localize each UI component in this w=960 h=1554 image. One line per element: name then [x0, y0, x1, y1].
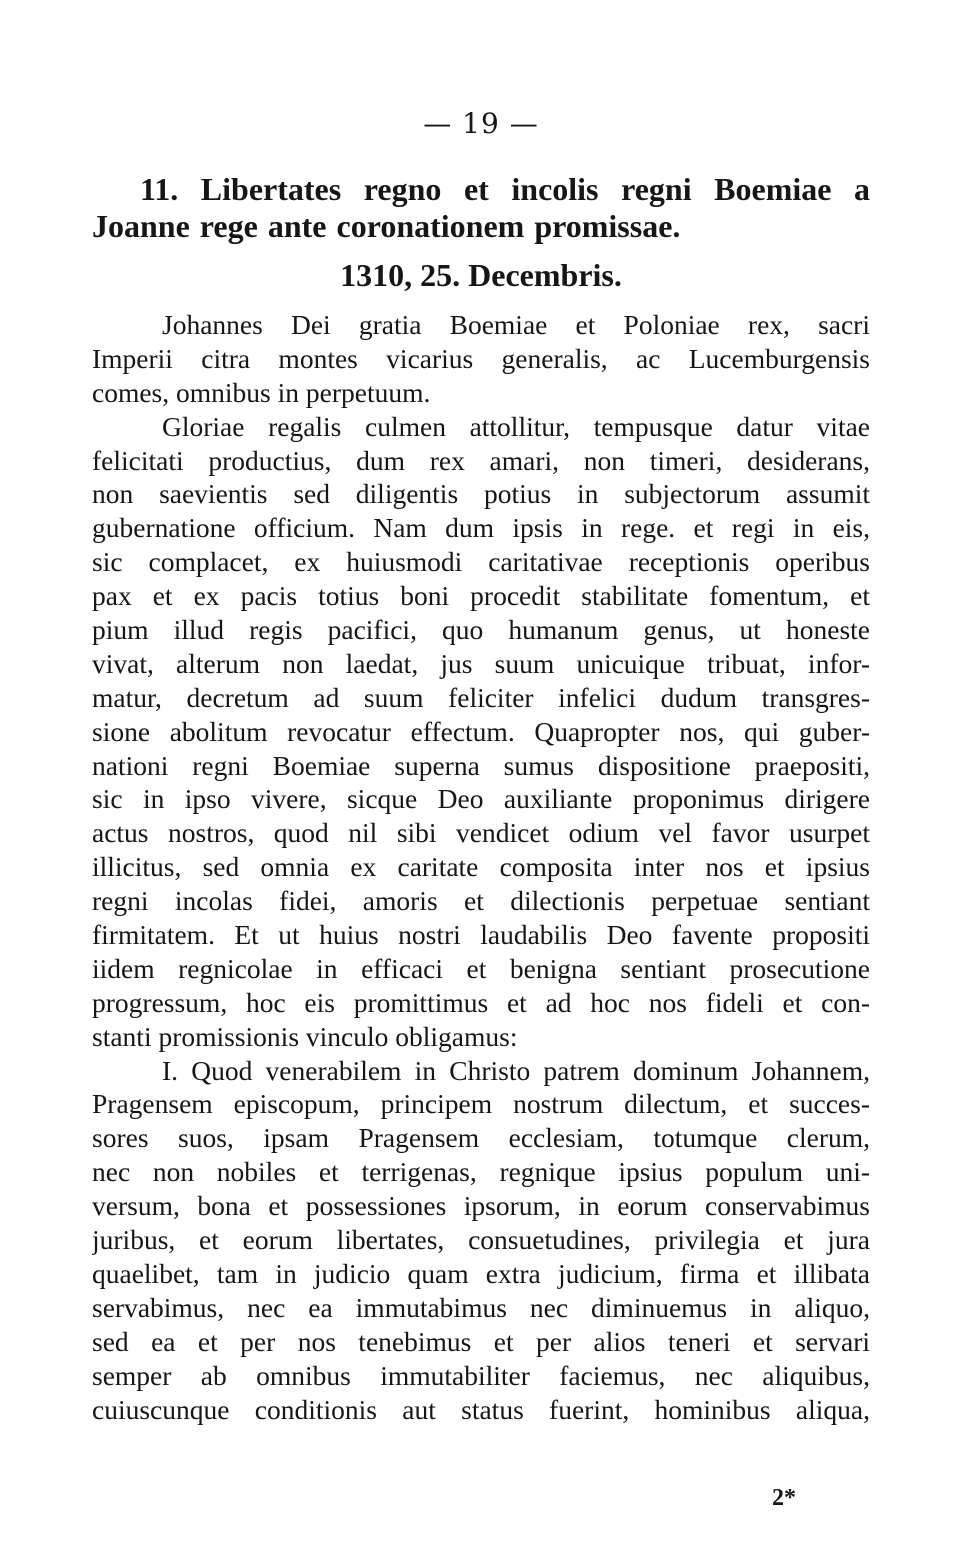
body-line: sic complacet, ex huiusmodi caritativae receptionis operibus [92, 546, 870, 578]
heading-line-1: 11. Libertates regno et incolis regni Boemiae a [140, 171, 870, 207]
body-line: illicitus, sed omnia ex caritate composita inter nos et ipsius [92, 851, 870, 883]
body-line: Imperii citra montes vicarius generalis, ac Lucemburgensis [92, 342, 870, 374]
body-line: sed ea et per nos tenebimus et per alios teneri et servari [92, 1325, 870, 1357]
body-line: cuiuscunque conditionis aut status fuerint, hominibus aliqua, [92, 1393, 870, 1425]
body-line: servabimus, nec ea immutabimus nec diminuemus in aliquo, [92, 1291, 870, 1323]
body-line: quaelibet, tam in judicio quam extra judicium, firma et illibata [92, 1257, 870, 1289]
body-line: Johannes Dei gratia Boemiae et Poloniae rex, sacri [162, 309, 870, 340]
body-line: regni incolas fidei, amoris et dilectionis perpetuae sentiant [92, 885, 870, 917]
body-line: versum, bona et possessiones ipsorum, in eorum conservabimus [92, 1190, 870, 1222]
body-line: felicitati productius, dum rex amari, non timeri, desiderans, [92, 444, 870, 476]
body-line: semper ab omnibus immutabiliter faciemus, nec aliquibus, [92, 1359, 870, 1391]
document-page [92, 0, 870, 1554]
body-line: sores suos, ipsam Pragensem ecclesiam, totumque clerum, [92, 1122, 870, 1154]
body-text [92, 308, 870, 1426]
body-line: firmitatem. Et ut huius nostri laudabilis Deo favente propositi [92, 919, 870, 951]
document-heading [92, 171, 870, 245]
body-line: I. Quod venerabilem in Christo patrem dominum Johannem, [162, 1054, 870, 1086]
body-line: nationi regni Boemiae superna sumus dispositione praepositi, [92, 749, 870, 781]
body-line: juribus, et eorum libertates, consuetudines, privilegia et jura [92, 1224, 870, 1256]
body-line: actus nostros, quod nil sibi vendicet odium vel favor usurpet [92, 817, 870, 849]
body-line: nec non nobiles et terrigenas, regnique ipsius populum uni- [92, 1156, 870, 1188]
body-line: pax et ex pacis totius boni procedit stabilitate fomentum, et [92, 580, 870, 612]
body-line: sic in ipso vivere, sicque Deo auxiliante proponimus dirigere [92, 783, 870, 815]
body-line: vivat, alterum non laedat, jus suum unicuique tribuat, infor- [92, 647, 870, 679]
page-number: — 19 — [423, 107, 539, 140]
body-line: iidem regnicolae in efficaci et benigna sentiant prosecutione [92, 952, 870, 984]
body-line: sione abolitum revocatur effectum. Quapropter nos, qui guber- [92, 715, 870, 747]
body-line: comes, omnibus in perpetuum. [92, 376, 431, 408]
body-line: matur, decretum ad suum feliciter infelici dudum transgres- [92, 681, 870, 713]
body-line: Gloriae regalis culmen attollitur, tempusque datur vitae [162, 410, 870, 442]
signature-mark: 2* [772, 1485, 796, 1511]
body-line: gubernatione officium. Nam dum ipsis in rege. et regi in eis, [92, 512, 870, 544]
body-line: stanti promissionis vinculo obligamus: [92, 1020, 518, 1052]
document-date: 1310, 25. Decembris. [340, 257, 622, 293]
body-line: progressum, hoc eis promittimus et ad hoc nos fideli et con- [92, 986, 870, 1018]
body-line: non saevientis sed diligentis potius in subjectorum assumit [92, 478, 870, 510]
heading-line-2: Joanne rege ante coronationem promissae. [92, 208, 681, 244]
body-line: pium illud regis pacifici, quo humanum genus, ut honeste [92, 614, 870, 646]
body-line: Pragensem episcopum, principem nostrum dilectum, et succes- [92, 1088, 870, 1120]
